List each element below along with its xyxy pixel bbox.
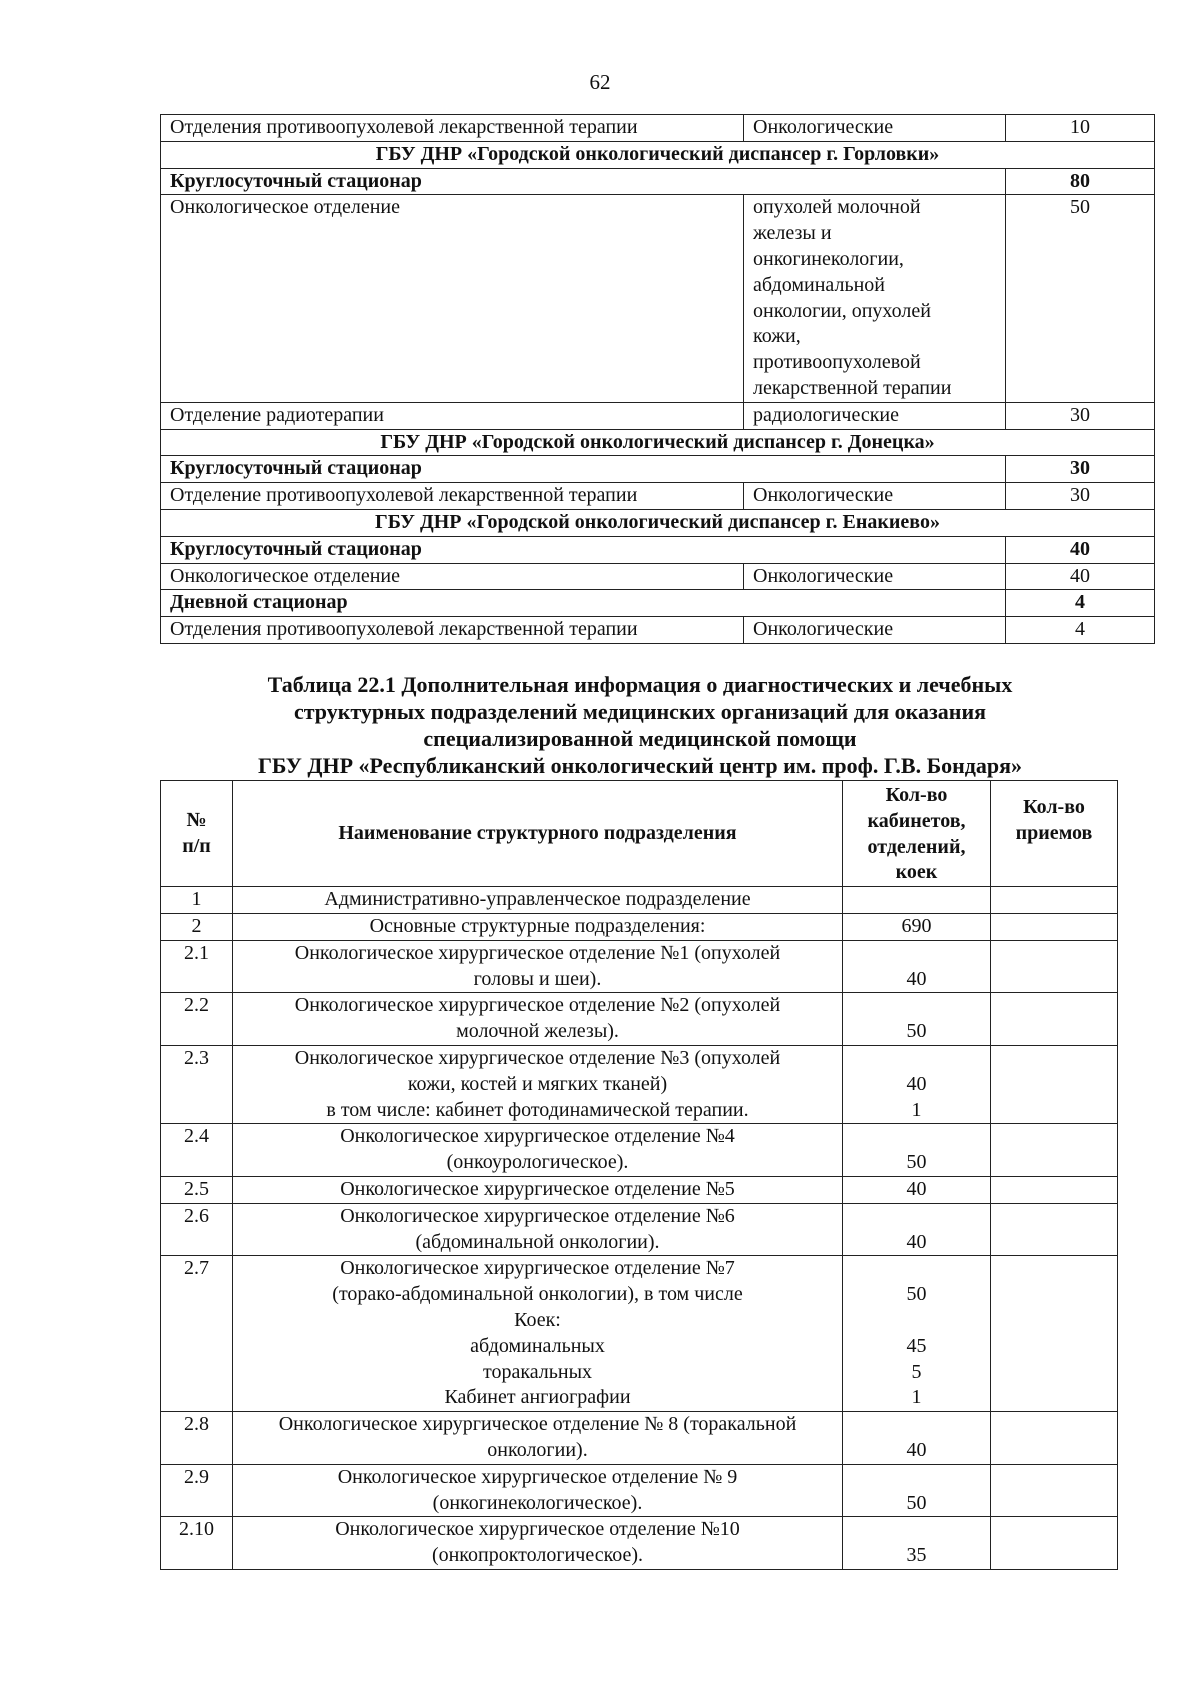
table-row (161, 887, 1118, 914)
section-name: Круглосуточный стационар (161, 536, 1006, 563)
caption-line: Таблица 22.1 Дополнительная информация о диагностических и лечебных (267, 672, 1013, 697)
table-row (161, 1124, 1118, 1177)
subdivision-name (233, 1517, 843, 1570)
count-line: 50 (906, 1151, 927, 1174)
header-visits (991, 781, 1118, 887)
count-line: 40 (906, 1072, 927, 1095)
count-line: 5 (911, 1360, 922, 1383)
profile-cell (744, 483, 1006, 510)
subdivision-name (233, 1256, 843, 1412)
name-line: головы и шеи). (473, 967, 602, 990)
table-row (161, 1517, 1118, 1570)
table-header-row (161, 781, 1118, 887)
count-line (852, 1465, 981, 1491)
table-row (161, 1412, 1118, 1465)
profile-line: опухолей молочной (753, 196, 921, 219)
subdivision-name (233, 887, 843, 914)
count-line: 50 (906, 1020, 927, 1043)
visits-cell (991, 1203, 1118, 1256)
table-row (161, 115, 1155, 142)
profile-line: Онкологические (753, 484, 894, 507)
visits-cell (991, 1176, 1118, 1203)
count-line: 50 (906, 1283, 927, 1306)
section-beds: 4 (1006, 590, 1155, 617)
name-line: Онкологическое хирургическое отделение № 8 (торакальной (278, 1413, 797, 1436)
name-line: Онкологическое хирургическое отделение №7 (340, 1257, 735, 1280)
count-line: 40 (906, 1230, 927, 1253)
table-row (161, 563, 1155, 590)
header-line: приемов (1015, 821, 1093, 844)
section-name: Дневной стационар (161, 590, 1006, 617)
caption-line: структурных подразделений медицинских организаций для оказания (293, 699, 987, 724)
subdivision-name (233, 1124, 843, 1177)
header-line: отделений, (867, 835, 966, 858)
section-beds: 80 (1006, 168, 1155, 195)
count-line (852, 1308, 981, 1334)
table-row (161, 483, 1155, 510)
profile-line: Онкологические (753, 116, 894, 138)
subdivision-name (233, 993, 843, 1046)
department-name: Отделения противоопухолевой лекарственной терапии (161, 115, 744, 142)
count-cell (843, 940, 991, 993)
name-line: Кабинет ангиографии (444, 1386, 631, 1409)
subdivision-name (233, 1412, 843, 1465)
count-cell (843, 1256, 991, 1412)
caption-line: ГБУ ДНР «Республиканский онкологический центр им. проф. Г.В. Бондаря» (257, 753, 1023, 778)
beds-table (160, 114, 1155, 644)
table-row (161, 1176, 1118, 1203)
beds-count: 10 (1006, 115, 1155, 142)
subdivision-name (233, 1045, 843, 1123)
count-line (852, 1517, 981, 1543)
profile-cell (744, 402, 1006, 429)
count-line (852, 1124, 981, 1150)
count-line (852, 1046, 981, 1072)
profile-line: радиологические (753, 403, 899, 426)
count-line (852, 1256, 981, 1282)
name-line: Онкологическое хирургическое отделение №1 (опухолей (294, 941, 781, 964)
name-line: Онкологическое хирургическое отделение №2 (опухолей (294, 994, 781, 1017)
name-line: (абдоминальной онкологии). (415, 1230, 660, 1253)
org-name: ГБУ ДНР «Городской онкологический диспансер г. Донецка» (161, 429, 1155, 456)
header-line: № (186, 808, 207, 831)
name-line: кожи, костей и мягких тканей) (407, 1072, 668, 1095)
table-row (161, 1045, 1118, 1123)
row-number: 2.9 (161, 1464, 233, 1517)
row-number: 2.5 (161, 1176, 233, 1203)
subdivision-name (233, 913, 843, 940)
org-row (161, 141, 1155, 168)
count-line (852, 941, 981, 967)
table-row (161, 940, 1118, 993)
count-cell (843, 1464, 991, 1517)
visits-cell (991, 993, 1118, 1046)
row-number: 2.10 (161, 1517, 233, 1570)
name-line: в том числе: кабинет фотодинамической терапии. (326, 1098, 749, 1121)
count-line (852, 1412, 981, 1438)
count-cell (843, 1124, 991, 1177)
name-line: Онкологическое хирургическое отделение №4 (340, 1125, 735, 1148)
name-line: (онкоурологическое). (446, 1151, 629, 1174)
department-name: Отделения противоопухолевой лекарственной терапии (161, 617, 744, 644)
row-number: 2.6 (161, 1203, 233, 1256)
beds-count: 40 (1006, 563, 1155, 590)
section-row (161, 456, 1155, 483)
beds-count: 4 (1006, 617, 1155, 644)
table-caption (160, 671, 1120, 779)
subdivision-name (233, 940, 843, 993)
row-number: 1 (161, 887, 233, 914)
visits-cell (991, 887, 1118, 914)
section-beds: 40 (1006, 536, 1155, 563)
header-count (843, 781, 991, 887)
section-row (161, 590, 1155, 617)
name-line: Административно-управленческое подразделение (324, 888, 751, 911)
visits-cell (991, 1045, 1118, 1123)
name-line: (онкогинекологическое). (432, 1491, 643, 1514)
name-line: Онкологическое хирургическое отделение № 9 (337, 1465, 738, 1488)
count-cell (843, 1176, 991, 1203)
count-cell (843, 993, 991, 1046)
name-line: Онкологическое хирургическое отделение №5 (340, 1177, 735, 1200)
name-line: (торако-абдоминальной онкологии), в том числе (332, 1283, 743, 1306)
beds-count: 50 (1006, 195, 1155, 402)
org-row (161, 509, 1155, 536)
profile-line: Онкологические (753, 564, 894, 587)
header-line: п/п (182, 834, 211, 857)
section-beds: 30 (1006, 456, 1155, 483)
name-line: онкологии). (487, 1438, 588, 1461)
row-number: 2 (161, 913, 233, 940)
header-line: коек (895, 861, 938, 884)
profile-cell (744, 563, 1006, 590)
name-line: Онкологическое хирургическое отделение №10 (335, 1518, 740, 1541)
count-line: 1 (911, 1098, 922, 1121)
name-line: Основные структурные подразделения: (369, 914, 706, 937)
count-line: 690 (901, 914, 932, 937)
profile-line: противоопухолевой (753, 351, 921, 374)
visits-cell (991, 1517, 1118, 1570)
beds-count: 30 (1006, 402, 1155, 429)
count-cell (843, 1517, 991, 1570)
count-line (852, 887, 981, 913)
header-line: Кол-во (885, 784, 948, 806)
caption-line: специализированной медицинской помощи (423, 726, 857, 751)
subdivision-name (233, 1203, 843, 1256)
name-line: абдоминальных (470, 1334, 605, 1357)
table-row (161, 913, 1118, 940)
department-name: Отделение радиотерапии (161, 402, 744, 429)
section-name: Круглосуточный стационар (161, 456, 1006, 483)
profile-line: онкогинекологии, (753, 247, 904, 270)
page-number: 62 (589, 70, 611, 94)
table-row (161, 1203, 1118, 1256)
name-line: торакальных (482, 1360, 593, 1383)
profile-line: онкологии, опухолей (753, 299, 931, 322)
profile-line: железы и (753, 222, 832, 245)
profile-line: Онкологические (753, 618, 894, 641)
department-name: Онкологическое отделение (161, 195, 744, 402)
count-line: 35 (906, 1544, 927, 1567)
table-row (161, 993, 1118, 1046)
org-row (161, 429, 1155, 456)
visits-cell (991, 1464, 1118, 1517)
section-row (161, 168, 1155, 195)
table-row (161, 402, 1155, 429)
profile-cell (744, 195, 1006, 402)
row-number: 2.7 (161, 1256, 233, 1412)
section-row (161, 536, 1155, 563)
count-line: 40 (906, 1438, 927, 1461)
count-line: 1 (911, 1386, 922, 1409)
profile-cell (744, 115, 1006, 142)
row-number: 2.1 (161, 940, 233, 993)
beds-count: 30 (1006, 483, 1155, 510)
name-line: (онкопроктологическое). (431, 1544, 644, 1567)
count-line: 50 (906, 1491, 927, 1514)
table-row (161, 195, 1155, 402)
visits-cell (991, 940, 1118, 993)
count-line (852, 993, 981, 1019)
visits-cell (991, 1256, 1118, 1412)
department-name: Онкологическое отделение (161, 563, 744, 590)
count-line: 40 (906, 1177, 927, 1200)
row-number: 2.8 (161, 1412, 233, 1465)
department-name: Отделение противоопухолевой лекарственной терапии (161, 483, 744, 510)
table-row (161, 1464, 1118, 1517)
profile-line: лекарственной терапии (753, 376, 952, 399)
count-cell (843, 1045, 991, 1123)
profile-line: абдоминальной (753, 273, 885, 296)
profile-cell (744, 617, 1006, 644)
name-line: Коек: (514, 1308, 561, 1331)
visits-cell (991, 1412, 1118, 1465)
org-name: ГБУ ДНР «Городской онкологический диспансер г. Горловки» (161, 141, 1155, 168)
header-name: Наименование структурного подразделения (233, 781, 843, 887)
name-line: молочной железы). (456, 1020, 619, 1043)
count-line (852, 1204, 981, 1230)
row-number: 2.3 (161, 1045, 233, 1123)
count-cell (843, 1412, 991, 1465)
visits-cell (991, 913, 1118, 940)
count-cell (843, 1203, 991, 1256)
header-line: кабинетов, (867, 809, 966, 832)
structure-table (160, 780, 1118, 1570)
org-name: ГБУ ДНР «Городской онкологический диспансер г. Енакиево» (161, 509, 1155, 536)
subdivision-name (233, 1176, 843, 1203)
row-number: 2.2 (161, 993, 233, 1046)
count-cell (843, 913, 991, 940)
table-row (161, 617, 1155, 644)
header-num (161, 781, 233, 887)
count-line: 45 (906, 1334, 927, 1357)
subdivision-name (233, 1464, 843, 1517)
visits-cell (991, 1124, 1118, 1177)
header-line: Кол-во (1023, 796, 1085, 818)
name-line: Онкологическое хирургическое отделение №3 (опухолей (294, 1046, 781, 1069)
count-cell (843, 887, 991, 914)
count-line: 40 (906, 967, 927, 990)
table-row (161, 1256, 1118, 1412)
profile-line: кожи, (753, 325, 801, 348)
row-number: 2.4 (161, 1124, 233, 1177)
section-name: Круглосуточный стационар (161, 168, 1006, 195)
name-line: Онкологическое хирургическое отделение №6 (340, 1204, 735, 1227)
